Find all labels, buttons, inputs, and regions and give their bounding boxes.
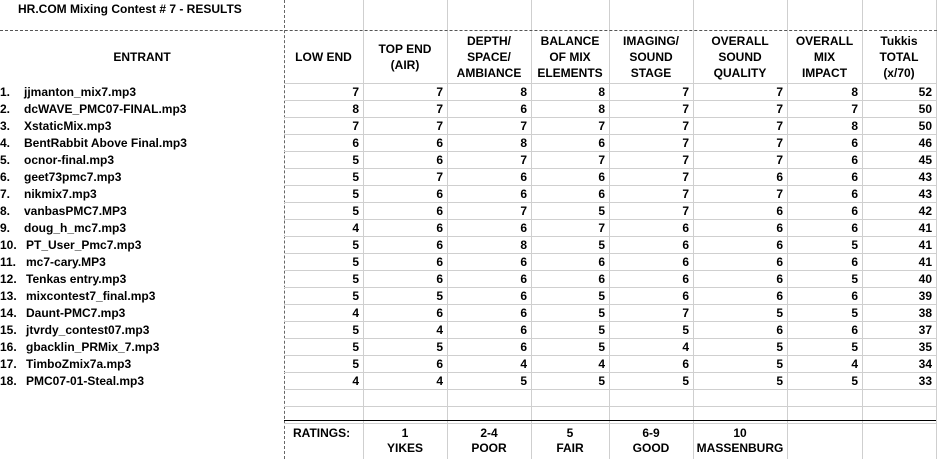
table-row (0, 322, 937, 339)
row-number: 7. (0, 187, 11, 201)
row-divider (284, 117, 936, 118)
score-cell: 7 (776, 85, 783, 99)
score-cell: 6 (682, 255, 689, 269)
rating-label: YIKES (386, 441, 423, 455)
rating-item (693, 426, 787, 456)
score-cell: 8 (520, 85, 527, 99)
score-cell: 6 (776, 221, 783, 235)
total-score-cell: 39 (918, 289, 932, 303)
score-cell: 7 (776, 153, 783, 167)
score-cell: 7 (598, 153, 605, 167)
row-number: 1. (0, 85, 11, 99)
score-cell: 6 (520, 102, 527, 116)
score-cell: 6 (851, 204, 858, 218)
score-cell: 6 (436, 238, 443, 252)
row-divider (284, 406, 936, 407)
table-row (0, 186, 937, 203)
column-header: DEPTH/ SPACE/ AMBIANCE (456, 34, 522, 80)
total-score-cell: 37 (918, 323, 932, 337)
score-cell: 5 (776, 340, 783, 354)
score-cell: 6 (436, 255, 443, 269)
entrant-name: mc7-cary.MP3 (26, 255, 106, 269)
row-divider (284, 202, 936, 203)
score-cell: 6 (776, 204, 783, 218)
rating-item (447, 426, 531, 456)
score-cell: 7 (598, 221, 605, 235)
score-cell: 4 (352, 306, 359, 320)
total-score-cell: 46 (918, 136, 932, 150)
rating-label: GOOD (632, 441, 670, 455)
score-cell: 7 (682, 153, 689, 167)
score-cell: 5 (776, 374, 783, 388)
row-divider (284, 372, 936, 373)
score-cell: 4 (352, 221, 359, 235)
row-divider (284, 83, 936, 84)
score-cell: 7 (682, 119, 689, 133)
column-divider (531, 0, 532, 459)
table-row (0, 169, 937, 186)
score-cell: 6 (436, 136, 443, 150)
score-cell: 6 (682, 272, 689, 286)
score-cell: 7 (352, 119, 359, 133)
score-cell: 5 (520, 374, 527, 388)
score-cell: 4 (851, 357, 858, 371)
total-score-cell: 50 (918, 102, 932, 116)
score-cell: 5 (352, 323, 359, 337)
score-cell: 6 (851, 221, 858, 235)
total-score-cell: 34 (918, 357, 932, 371)
score-cell: 6 (520, 306, 527, 320)
header-divider (0, 30, 937, 31)
score-cell: 6 (851, 153, 858, 167)
score-cell: 6 (598, 272, 605, 286)
row-number: 18. (0, 374, 17, 388)
score-cell: 7 (682, 136, 689, 150)
rating-score: 1 (401, 426, 409, 440)
row-number: 16. (0, 340, 17, 354)
entrant-name: ocnor-final.mp3 (24, 153, 115, 167)
total-score-cell: 45 (918, 153, 932, 167)
column-divider (862, 0, 863, 459)
score-cell: 5 (851, 238, 858, 252)
entrant-name: vanbasPMC7.MP3 (24, 204, 127, 218)
table-row (0, 220, 937, 237)
entrant-name: TimboZmix7a.mp3 (26, 357, 132, 371)
score-cell: 7 (682, 170, 689, 184)
table-row (0, 203, 937, 220)
score-cell: 6 (851, 255, 858, 269)
row-number: 5. (0, 153, 11, 167)
score-cell: 5 (682, 323, 689, 337)
score-cell: 5 (352, 187, 359, 201)
entrant-name: jjmanton_mix7.mp3 (24, 85, 137, 99)
score-cell: 5 (598, 238, 605, 252)
score-cell: 6 (520, 170, 527, 184)
column-header: LOW END (295, 50, 352, 64)
row-divider (284, 134, 936, 135)
score-cell: 5 (776, 357, 783, 371)
row-number: 11. (0, 255, 17, 269)
score-cell: 6 (520, 255, 527, 269)
score-cell: 7 (776, 119, 783, 133)
score-cell: 5 (352, 238, 359, 252)
score-cell: 6 (776, 289, 783, 303)
row-divider (284, 270, 936, 271)
score-cell: 7 (682, 204, 689, 218)
column-divider (447, 0, 448, 459)
table-row (0, 339, 937, 356)
rating-score: 2-4 (480, 426, 498, 440)
row-divider (284, 389, 936, 390)
score-cell: 6 (598, 136, 605, 150)
score-cell: 5 (436, 289, 443, 303)
column-header: IMAGING/ SOUND STAGE (623, 34, 679, 80)
row-number: 17. (0, 357, 17, 371)
score-cell: 7 (520, 204, 527, 218)
rating-score: 6-9 (642, 426, 660, 440)
score-cell: 4 (436, 374, 443, 388)
score-cell: 6 (851, 187, 858, 201)
score-cell: 7 (776, 187, 783, 201)
entrant-name: mixcontest7_final.mp3 (26, 289, 156, 303)
score-cell: 6 (776, 170, 783, 184)
score-cell: 5 (352, 255, 359, 269)
score-cell: 7 (436, 170, 443, 184)
rating-item (531, 426, 609, 456)
table-row (0, 288, 937, 305)
score-cell: 5 (598, 289, 605, 303)
score-cell: 6 (436, 187, 443, 201)
row-divider (284, 321, 936, 322)
row-number: 9. (0, 221, 11, 235)
entrant-name: dcWAVE_PMC07-FINAL.mp3 (24, 102, 187, 116)
total-score-cell: 40 (918, 272, 932, 286)
entrant-name: doug_h_mc7.mp3 (24, 221, 127, 235)
score-cell: 7 (352, 85, 359, 99)
row-divider (284, 304, 936, 305)
total-score-cell: 42 (918, 204, 932, 218)
score-cell: 6 (682, 289, 689, 303)
entrant-name: PMC07-01-Steal.mp3 (26, 374, 145, 388)
score-cell: 6 (520, 187, 527, 201)
score-cell: 6 (851, 170, 858, 184)
score-cell: 6 (682, 221, 689, 235)
row-divider (284, 355, 936, 356)
score-cell: 5 (851, 340, 858, 354)
score-cell: 6 (598, 255, 605, 269)
row-number: 10. (0, 238, 17, 252)
score-cell: 6 (851, 323, 858, 337)
score-cell: 7 (682, 85, 689, 99)
total-score-cell: 43 (918, 170, 932, 184)
score-cell: 6 (352, 136, 359, 150)
score-cell: 6 (436, 272, 443, 286)
row-divider (284, 168, 936, 169)
total-score-cell: 41 (918, 221, 932, 235)
entrant-name: geet73pmc7.mp3 (24, 170, 122, 184)
row-number: 6. (0, 170, 11, 184)
score-cell: 6 (436, 153, 443, 167)
score-cell: 6 (520, 340, 527, 354)
score-cell: 5 (851, 306, 858, 320)
score-cell: 5 (598, 306, 605, 320)
score-cell: 5 (598, 323, 605, 337)
score-cell: 6 (436, 221, 443, 235)
total-score-cell: 50 (918, 119, 932, 133)
score-cell: 6 (436, 306, 443, 320)
table-row (0, 237, 937, 254)
total-score-cell: 41 (918, 238, 932, 252)
row-number: 8. (0, 204, 11, 218)
score-cell: 6 (598, 187, 605, 201)
entrant-name: BentRabbit Above Final.mp3 (24, 136, 187, 150)
column-divider (787, 0, 788, 459)
score-cell: 5 (598, 204, 605, 218)
entrant-name: XstaticMix.mp3 (24, 119, 112, 133)
score-cell: 6 (776, 323, 783, 337)
entrant-name: jtvrdy_contest07.mp3 (26, 323, 150, 337)
score-cell: 4 (352, 374, 359, 388)
score-cell: 6 (776, 238, 783, 252)
score-cell: 6 (520, 289, 527, 303)
score-cell: 6 (436, 357, 443, 371)
total-score-cell: 41 (918, 255, 932, 269)
score-cell: 5 (352, 153, 359, 167)
score-cell: 5 (352, 357, 359, 371)
score-cell: 8 (851, 119, 858, 133)
score-cell: 6 (520, 272, 527, 286)
score-cell: 5 (352, 340, 359, 354)
score-cell: 7 (851, 102, 858, 116)
total-score-cell: 35 (918, 340, 932, 354)
score-cell: 4 (598, 357, 605, 371)
column-header: OVERALL MIX IMPACT (795, 34, 854, 80)
score-cell: 7 (436, 85, 443, 99)
score-cell: 6 (682, 357, 689, 371)
score-cell: 7 (598, 119, 605, 133)
row-number: 2. (0, 102, 11, 116)
row-divider (284, 338, 936, 339)
column-header: Tukkis TOTAL (x/70) (879, 34, 919, 80)
score-cell: 7 (682, 102, 689, 116)
row-divider (284, 287, 936, 288)
column-divider (609, 0, 610, 459)
score-cell: 8 (598, 102, 605, 116)
score-cell: 7 (436, 102, 443, 116)
score-cell: 5 (776, 306, 783, 320)
score-cell: 5 (598, 340, 605, 354)
rating-item (363, 426, 447, 456)
total-score-cell: 43 (918, 187, 932, 201)
score-cell: 5 (352, 204, 359, 218)
score-cell: 6 (851, 136, 858, 150)
rating-label: MASSENBURG (696, 441, 784, 455)
score-cell: 8 (598, 85, 605, 99)
row-divider (284, 151, 936, 152)
entrant-name: gbacklin_PRMix_7.mp3 (26, 340, 160, 354)
row-number: 13. (0, 289, 17, 303)
score-cell: 8 (352, 102, 359, 116)
entrant-name: PT_User_Pmc7.mp3 (26, 238, 142, 252)
score-cell: 5 (352, 170, 359, 184)
row-divider (284, 100, 936, 101)
entrant-name: nikmix7.mp3 (24, 187, 97, 201)
table-row (0, 373, 937, 390)
score-cell: 6 (520, 221, 527, 235)
row-number: 14. (0, 306, 17, 320)
score-cell: 5 (682, 374, 689, 388)
score-cell: 6 (776, 255, 783, 269)
column-divider (363, 0, 364, 459)
row-divider (284, 253, 936, 254)
row-number: 15. (0, 323, 17, 337)
score-cell: 6 (598, 170, 605, 184)
sheet-title: HR.COM Mixing Contest # 7 - RESULTS (18, 2, 242, 16)
table-row (0, 254, 937, 271)
entrant-name: Daunt-PMC7.mp3 (26, 306, 126, 320)
score-cell: 5 (851, 272, 858, 286)
total-score-cell: 38 (918, 306, 932, 320)
total-score-cell: 33 (918, 374, 932, 388)
column-header: TOP END (AIR) (378, 42, 432, 72)
score-cell: 5 (851, 374, 858, 388)
entrant-header: ENTRANT (113, 50, 171, 64)
entrant-name: Tenkas entry.mp3 (26, 272, 127, 286)
column-divider (693, 0, 694, 459)
table-row (0, 305, 937, 322)
score-cell: 6 (851, 289, 858, 303)
row-divider (284, 423, 936, 424)
score-cell: 5 (598, 374, 605, 388)
score-cell: 4 (436, 323, 443, 337)
column-divider (284, 0, 285, 459)
score-cell: 8 (520, 136, 527, 150)
ratings-divider (284, 420, 936, 421)
score-cell: 5 (352, 289, 359, 303)
score-cell: 7 (520, 153, 527, 167)
score-cell: 8 (520, 238, 527, 252)
table-row (0, 271, 937, 288)
row-number: 4. (0, 136, 11, 150)
table-row (0, 135, 937, 152)
score-cell: 4 (520, 357, 527, 371)
table-row (0, 84, 937, 101)
score-cell: 7 (776, 136, 783, 150)
score-cell: 6 (682, 238, 689, 252)
table-row (0, 152, 937, 169)
row-divider (284, 219, 936, 220)
rating-score: 5 (566, 426, 574, 440)
score-cell: 5 (352, 272, 359, 286)
score-cell: 5 (436, 340, 443, 354)
score-cell: 7 (776, 102, 783, 116)
score-cell: 4 (682, 340, 689, 354)
rating-label: FAIR (556, 441, 584, 455)
score-cell: 6 (776, 272, 783, 286)
row-divider (284, 185, 936, 186)
row-number: 12. (0, 272, 17, 286)
rating-item (609, 426, 693, 456)
ratings-label: RATINGS: (293, 426, 351, 440)
row-number: 3. (0, 119, 11, 133)
score-cell: 7 (682, 306, 689, 320)
table-row (0, 101, 937, 118)
score-cell: 6 (436, 204, 443, 218)
rating-label: POOR (471, 441, 507, 455)
score-cell: 8 (851, 85, 858, 99)
score-cell: 7 (682, 187, 689, 201)
total-score-cell: 52 (918, 85, 932, 99)
score-cell: 7 (436, 119, 443, 133)
column-header: BALANCE OF MIX ELEMENTS (537, 34, 603, 80)
table-row (0, 118, 937, 135)
rating-score: 10 (733, 426, 747, 440)
table-row (0, 356, 937, 373)
row-divider (284, 236, 936, 237)
score-cell: 6 (520, 323, 527, 337)
column-header: OVERALL SOUND QUALITY (711, 34, 769, 80)
score-cell: 7 (520, 119, 527, 133)
